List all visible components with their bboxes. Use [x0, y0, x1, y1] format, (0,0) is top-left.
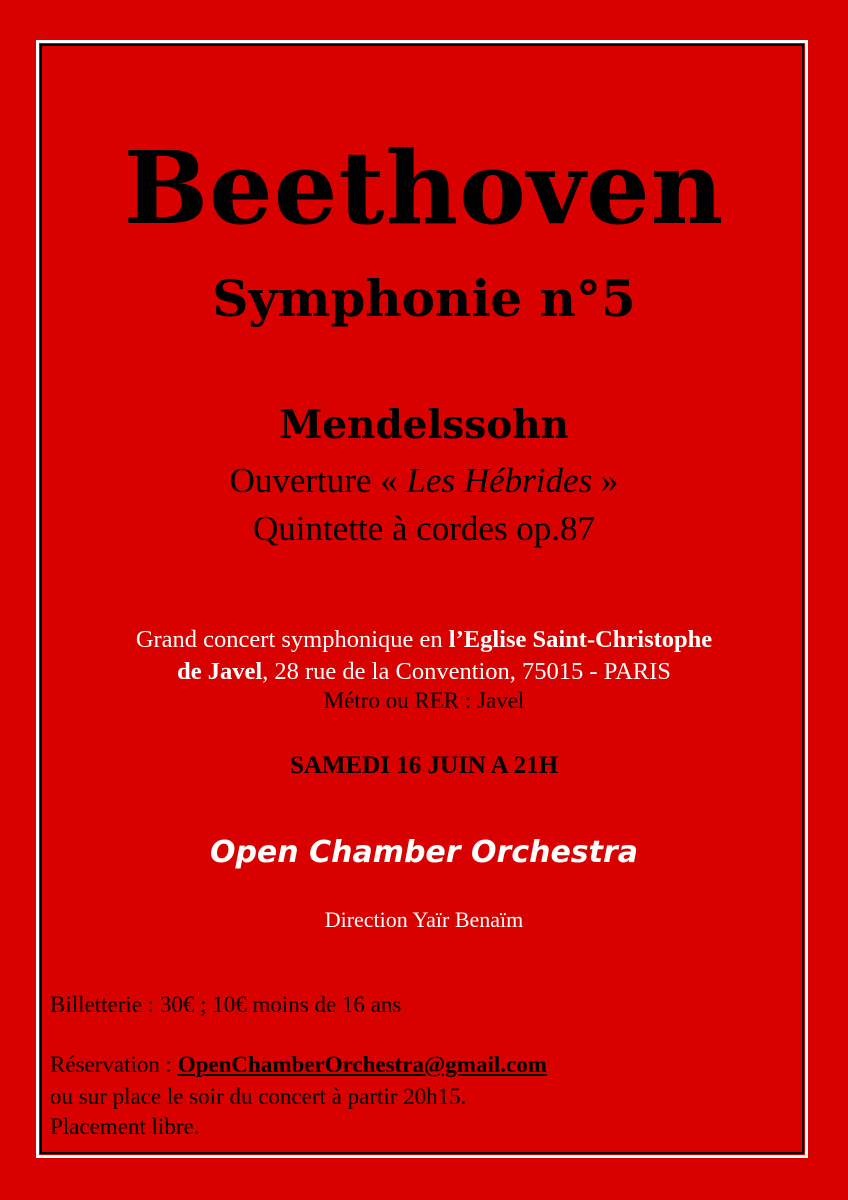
venue-church-name-end: de Javel	[177, 658, 263, 685]
second-composer-title: Mendelssohn	[279, 402, 569, 448]
conductor: Direction Yaïr Benaïm	[324, 907, 524, 932]
concert-date: SAMEDI 16 JUIN A 21H	[289, 752, 559, 779]
transport-info: Métro ou RER : Javel	[323, 688, 525, 713]
overture-title: Les Hébrides	[406, 461, 593, 500]
main-work-title: Symphonie n°5	[212, 269, 636, 328]
overture-suffix: »	[592, 461, 619, 500]
overture-prefix: Ouverture «	[229, 461, 407, 500]
orchestra-name: Open Chamber Orchestra	[209, 835, 639, 870]
reservation-email-link[interactable]: OpenChamberOrchestra@gmail.com	[177, 1052, 547, 1077]
venue-address: , 28 rue de la Convention, 75015 - PARIS	[262, 658, 671, 685]
main-composer-title: Beethoven	[123, 129, 725, 247]
overture-work	[0, 460, 848, 502]
venue-intro: Grand concert symphonique en	[135, 626, 449, 653]
venue-line-1	[0, 624, 848, 656]
ticket-prices: Billetterie : 30€ ; 10€ moins de 16 ans	[50, 992, 402, 1017]
reservation-line	[50, 1050, 547, 1080]
onsite-tickets-info: ou sur place le soir du concert à partir 20h15.	[50, 1084, 467, 1109]
quintet-work: Quintette à cordes op.87	[252, 509, 596, 548]
reservation-label: Réservation :	[50, 1052, 178, 1077]
seating-info: Placement libre.	[50, 1114, 200, 1139]
venue-line-2	[0, 656, 848, 688]
venue-church-name: l’Eglise Saint-Christophe	[448, 626, 713, 653]
